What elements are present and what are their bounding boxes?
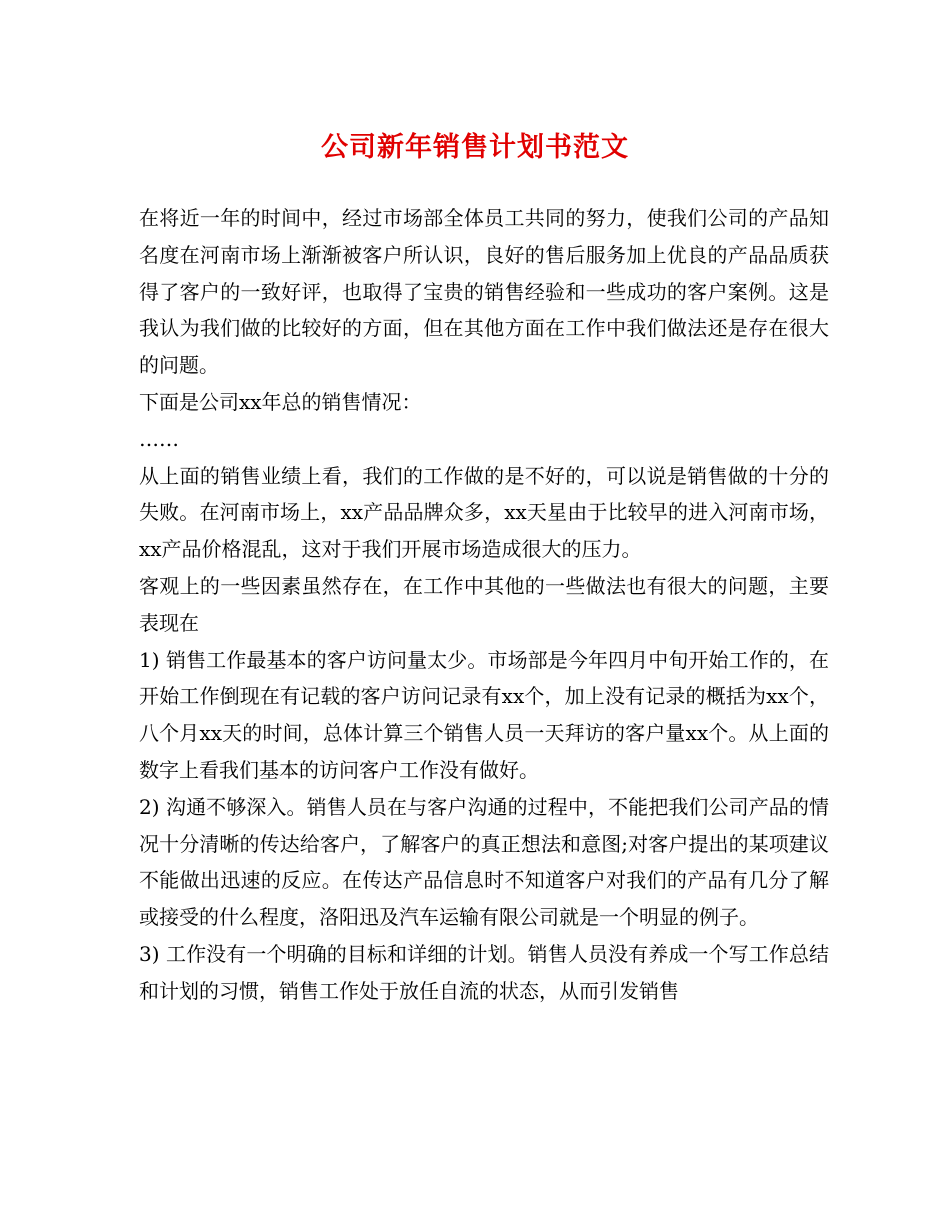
paragraph-ellipsis: …… (139, 426, 179, 451)
paragraph-intro: 在将近一年的时间中，经过市场部全体员工共同的努力，使我们公司的产品知名度在河南市场上渐渐被客户所认识，良好的售后服务加上优良的产品品质获得了客户的一致好评，也取得了宝贵的销售经验和一些成功的客户案例。这是我认为我们做的比较好的方面，但在其他方面在工作中我们做法还是存在很大的问题。 (139, 206, 829, 378)
paragraph-problem-3: 3) 工作没有一个明确的目标和详细的计划。销售人员没有养成一个写工作总结和计划的习惯，销售工作处于放任自流的状态，从而引发销售 (139, 941, 829, 1003)
paragraph-problem-2: 2) 沟通不够深入。销售人员在与客户沟通的过程中，不能把我们公司产品的情况十分清晰的传达给客户，了解客户的真正想法和意图;对客户提出的某项建议不能做出迅速的反应。在传达产品信息时不知道客户对我们的产品有几分了解或接受的什么程度，洛阳迅及汽车运输有限公司就是一个明显的例子。 (139, 794, 829, 930)
document-title: 公司新年销售计划书范文 (321, 132, 629, 163)
paragraph-sales-summary-heading: 下面是公司xx年总的销售情况： (139, 389, 422, 414)
document-body (139, 200, 829, 1010)
paragraph-problems-intro: 客观上的一些因素虽然存在，在工作中其他的一些做法也有很大的问题，主要表现在 (139, 573, 829, 635)
paragraph-performance-analysis: 从上面的销售业绩上看，我们的工作做的是不好的，可以说是销售做的十分的失败。在河南市场上，xx产品品牌众多，xx天星由于比较早的进入河南市场，xx产品价格混乱，这对于我们开展市场造成很大的压力。 (139, 463, 829, 562)
paragraph-problem-1: 1) 销售工作最基本的客户访问量太少。市场部是今年四月中旬开始工作的，在开始工作倒现在有记载的客户访问记录有xx个，加上没有记录的概括为xx个，八个月xx天的时间，总体计算三个销售人员一天拜访的客户量xx个。从上面的数字上看我们基本的访问客户工作没有做好。 (139, 647, 829, 782)
